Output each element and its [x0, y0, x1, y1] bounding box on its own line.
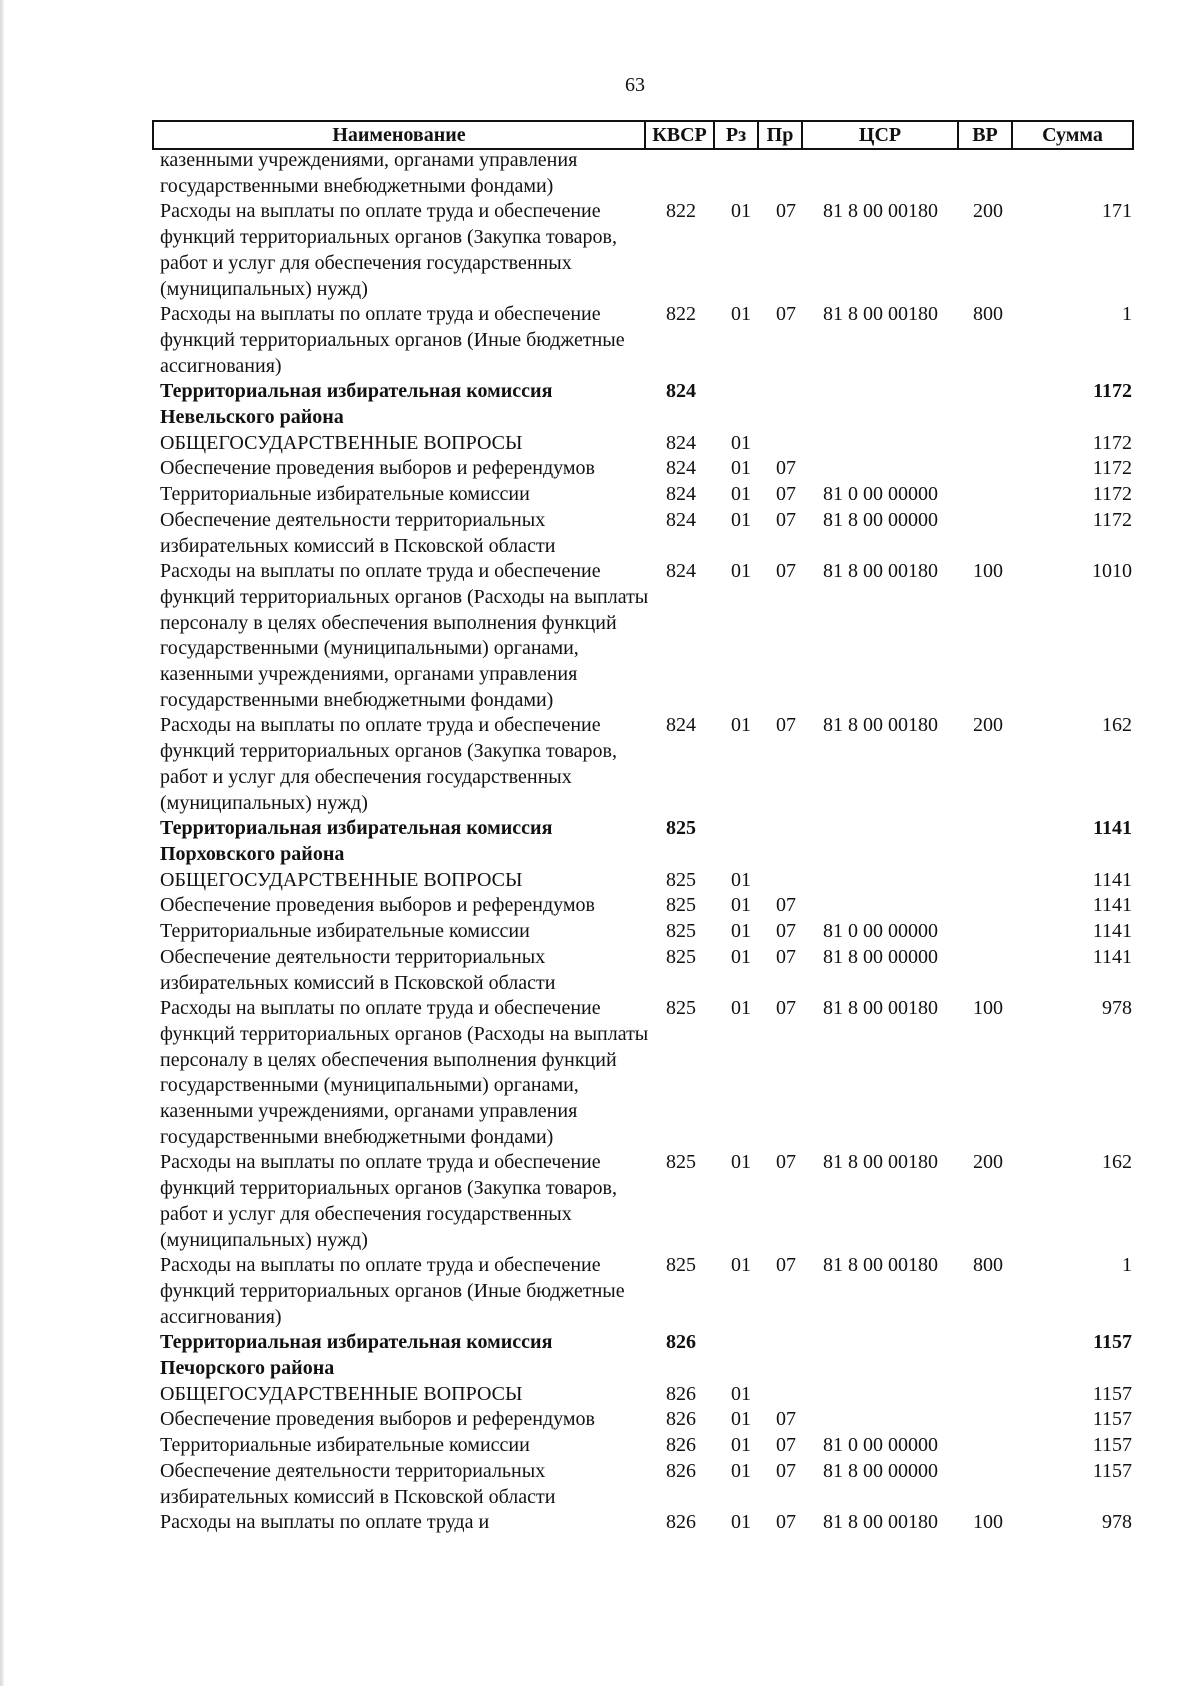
- table-row: [160, 559, 1132, 713]
- cell-kvsr: 824: [666, 380, 696, 403]
- cell-sum: 1: [1122, 1254, 1132, 1277]
- table-row: [160, 1253, 1132, 1330]
- cell-sum: 1141: [1092, 894, 1132, 917]
- cell-sum: 1172: [1092, 457, 1132, 480]
- header-pr: Пр: [758, 121, 802, 149]
- cell-kvsr: 825: [666, 868, 696, 891]
- cell-sum: 162: [1102, 1151, 1132, 1174]
- cell-rz: 01: [731, 200, 751, 223]
- cell-pr: 07: [776, 200, 796, 223]
- cell-rz: 01: [731, 457, 751, 480]
- cell-name: Обеспечение проведения выборов и референдумов: [160, 1408, 595, 1431]
- cell-vr: 200: [973, 714, 1003, 737]
- table-header: [152, 120, 1132, 150]
- cell-pr: 07: [776, 1408, 796, 1431]
- table-body: [160, 148, 1132, 1536]
- table-row: [160, 1382, 1132, 1408]
- table-row: [160, 893, 1132, 919]
- cell-name: Расходы на выплаты по оплате труда и обеспечение функций территориальных органов (Иные бюджетные ассигнования): [160, 303, 625, 377]
- cell-name: Расходы на выплаты по оплате труда и обеспечение функций территориальных органов (Расходы на выплаты персоналу в целях обеспечения выполнения функций государственными (муниципальными) органами, казенными учреждениями, органами управления государственными внебюджетными фондами): [160, 560, 649, 711]
- cell-vr: 800: [973, 303, 1003, 326]
- cell-csr: 81 8 00 00180: [823, 1254, 938, 1277]
- cell-kvsr: 826: [666, 1382, 696, 1405]
- cell-sum: 1157: [1092, 1408, 1132, 1431]
- cell-pr: 07: [776, 920, 796, 943]
- section-row: [160, 816, 1132, 867]
- cell-kvsr: 824: [666, 714, 696, 737]
- cell-sum: 1157: [1092, 1459, 1132, 1482]
- table-row: [160, 1150, 1132, 1253]
- cell-pr: 07: [776, 1254, 796, 1277]
- cell-sum: 1141: [1092, 945, 1132, 968]
- cell-csr: 81 0 00 00000: [823, 1434, 938, 1457]
- cell-name: Обеспечение деятельности территориальных избирательных комиссий в Псковской области: [160, 945, 556, 994]
- cell-sum: 1141: [1093, 817, 1132, 840]
- table-row: [160, 1510, 1132, 1536]
- cell-sum: 1172: [1093, 380, 1132, 403]
- cell-csr: 81 8 00 00180: [823, 200, 938, 223]
- table-row: [160, 148, 1132, 199]
- cell-sum: 1157: [1092, 1434, 1132, 1457]
- table-row: [160, 1433, 1132, 1459]
- cell-sum: 1157: [1092, 1382, 1132, 1405]
- cell-kvsr: 825: [666, 894, 696, 917]
- cell-rz: 01: [731, 483, 751, 506]
- cell-csr: 81 8 00 00000: [823, 945, 938, 968]
- cell-pr: 07: [776, 997, 796, 1020]
- header-rz: Рз: [714, 121, 758, 149]
- cell-pr: 07: [776, 894, 796, 917]
- header-sum: Сумма: [1012, 121, 1133, 149]
- cell-pr: 07: [776, 714, 796, 737]
- cell-kvsr: 825: [666, 945, 696, 968]
- cell-sum: 171: [1102, 200, 1132, 223]
- cell-csr: 81 8 00 00180: [823, 303, 938, 326]
- cell-sum: 978: [1102, 1511, 1132, 1534]
- cell-kvsr: 826: [666, 1459, 696, 1482]
- cell-pr: 07: [776, 303, 796, 326]
- cell-kvsr: 824: [666, 483, 696, 506]
- cell-kvsr: 826: [666, 1331, 696, 1354]
- cell-csr: 81 0 00 00000: [823, 483, 938, 506]
- cell-name: казенными учреждениями, органами управления государственными внебюджетными фондами): [160, 149, 578, 197]
- table-row: [160, 482, 1132, 508]
- cell-sum: 1172: [1092, 483, 1132, 506]
- cell-name: ОБЩЕГОСУДАРСТВЕННЫЕ ВОПРОСЫ: [160, 431, 523, 454]
- cell-vr: 100: [973, 997, 1003, 1020]
- cell-kvsr: 824: [666, 457, 696, 480]
- header-kvsr: КВСР: [645, 121, 714, 149]
- cell-vr: 200: [973, 200, 1003, 223]
- cell-kvsr: 824: [666, 431, 696, 454]
- section-row: [160, 379, 1132, 430]
- table-row: [160, 302, 1132, 379]
- cell-sum: 1157: [1093, 1331, 1132, 1354]
- cell-vr: 800: [973, 1254, 1003, 1277]
- cell-pr: 07: [776, 1459, 796, 1482]
- table-row: [160, 1407, 1132, 1433]
- cell-pr: 07: [776, 560, 796, 583]
- cell-sum: 1172: [1092, 431, 1132, 454]
- cell-rz: 01: [731, 1459, 751, 1482]
- cell-csr: 81 8 00 00180: [823, 714, 938, 737]
- cell-vr: 200: [973, 1151, 1003, 1174]
- cell-csr: 81 8 00 00180: [823, 560, 938, 583]
- cell-csr: 81 8 00 00180: [823, 1511, 938, 1534]
- page-number: 63: [625, 74, 645, 96]
- cell-csr: 81 8 00 00180: [823, 997, 938, 1020]
- cell-name: Расходы на выплаты по оплате труда и обеспечение функций территориальных органов (Закупка товаров, работ и услуг для обеспечения государственных (муниципальных) нужд): [160, 714, 617, 814]
- cell-csr: 81 8 00 00180: [823, 1151, 938, 1174]
- cell-rz: 01: [731, 920, 751, 943]
- cell-kvsr: 822: [666, 303, 696, 326]
- cell-kvsr: 824: [666, 508, 696, 531]
- cell-rz: 01: [731, 1254, 751, 1277]
- cell-pr: 07: [776, 483, 796, 506]
- cell-kvsr: 825: [666, 997, 696, 1020]
- cell-rz: 01: [731, 560, 751, 583]
- cell-name: Обеспечение деятельности территориальных избирательных комиссий в Псковской области: [160, 508, 556, 557]
- cell-rz: 01: [731, 1434, 751, 1457]
- cell-name: Расходы на выплаты по оплате труда и обеспечение функций территориальных органов (Расходы на выплаты персоналу в целях обеспечения выполнения функций государственными (муниципальными) органами, казенными учреждениями, органами управления государственными внебюджетными фондами): [160, 997, 649, 1148]
- cell-name: Обеспечение проведения выборов и референдумов: [160, 457, 595, 480]
- cell-name: Территориальная избирательная комиссия Печорского района: [160, 1331, 553, 1380]
- cell-sum: 1172: [1092, 508, 1132, 531]
- cell-name: Территориальные избирательные комиссии: [160, 1434, 530, 1457]
- cell-name: Обеспечение деятельности территориальных избирательных комиссий в Псковской области: [160, 1459, 556, 1508]
- cell-pr: 07: [776, 457, 796, 480]
- cell-kvsr: 825: [666, 817, 696, 840]
- cell-kvsr: 826: [666, 1408, 696, 1431]
- cell-name: ОБЩЕГОСУДАРСТВЕННЫЕ ВОПРОСЫ: [160, 1382, 523, 1405]
- cell-rz: 01: [731, 303, 751, 326]
- cell-sum: 978: [1102, 997, 1132, 1020]
- cell-rz: 01: [731, 1511, 751, 1534]
- cell-kvsr: 822: [666, 200, 696, 223]
- cell-sum: 162: [1102, 714, 1132, 737]
- section-row: [160, 1330, 1132, 1381]
- cell-name: Обеспечение проведения выборов и референдумов: [160, 894, 595, 917]
- cell-rz: 01: [731, 431, 751, 454]
- cell-csr: 81 8 00 00000: [823, 508, 938, 531]
- cell-pr: 07: [776, 508, 796, 531]
- cell-vr: 100: [973, 1511, 1003, 1534]
- cell-pr: 07: [776, 945, 796, 968]
- cell-kvsr: 825: [666, 1254, 696, 1277]
- table-row: [160, 199, 1132, 302]
- table-row: [160, 431, 1132, 457]
- cell-rz: 01: [731, 1382, 751, 1405]
- cell-kvsr: 826: [666, 1511, 696, 1534]
- cell-rz: 01: [731, 997, 751, 1020]
- cell-kvsr: 826: [666, 1434, 696, 1457]
- cell-name: ОБЩЕГОСУДАРСТВЕННЫЕ ВОПРОСЫ: [160, 868, 523, 891]
- cell-rz: 01: [731, 1151, 751, 1174]
- cell-rz: 01: [731, 1408, 751, 1431]
- cell-rz: 01: [731, 868, 751, 891]
- cell-kvsr: 824: [666, 560, 696, 583]
- table-row: [160, 868, 1132, 894]
- cell-kvsr: 825: [666, 1151, 696, 1174]
- cell-rz: 01: [731, 508, 751, 531]
- table-row: [160, 456, 1132, 482]
- cell-rz: 01: [731, 945, 751, 968]
- header-vr: ВР: [958, 121, 1012, 149]
- header-name: Наименование: [153, 121, 645, 149]
- cell-name: Территориальная избирательная комиссия Невельского района: [160, 380, 553, 429]
- cell-sum: 1141: [1092, 920, 1132, 943]
- table-row: [160, 945, 1132, 996]
- cell-name: Расходы на выплаты по оплате труда и обеспечение функций территориальных органов (Закупка товаров, работ и услуг для обеспечения государственных (муниципальных) нужд): [160, 1151, 617, 1251]
- cell-kvsr: 825: [666, 920, 696, 943]
- cell-name: Расходы на выплаты по оплате труда и обеспечение функций территориальных органов (Закупка товаров, работ и услуг для обеспечения государственных (муниципальных) нужд): [160, 200, 617, 300]
- cell-name: Расходы на выплаты по оплате труда и: [160, 1511, 490, 1534]
- cell-sum: 1: [1122, 303, 1132, 326]
- cell-sum: 1010: [1092, 560, 1132, 583]
- cell-pr: 07: [776, 1434, 796, 1457]
- cell-rz: 01: [731, 894, 751, 917]
- table-row: [160, 996, 1132, 1150]
- table-row: [160, 919, 1132, 945]
- cell-name: Территориальные избирательные комиссии: [160, 920, 530, 943]
- cell-rz: 01: [731, 714, 751, 737]
- cell-pr: 07: [776, 1151, 796, 1174]
- cell-csr: 81 0 00 00000: [823, 920, 938, 943]
- table-row: [160, 1459, 1132, 1510]
- cell-sum: 1141: [1092, 868, 1132, 891]
- table-row: [160, 713, 1132, 816]
- scan-edge: [0, 0, 4, 1686]
- cell-vr: 100: [973, 560, 1003, 583]
- cell-pr: 07: [776, 1511, 796, 1534]
- header-csr: ЦСР: [802, 121, 958, 149]
- cell-name: Территориальная избирательная комиссия Порховского района: [160, 817, 553, 865]
- cell-name: Расходы на выплаты по оплате труда и обеспечение функций территориальных органов (Иные бюджетные ассигнования): [160, 1254, 625, 1328]
- cell-name: Территориальные избирательные комиссии: [160, 483, 530, 506]
- cell-csr: 81 8 00 00000: [823, 1459, 938, 1482]
- table-row: [160, 508, 1132, 559]
